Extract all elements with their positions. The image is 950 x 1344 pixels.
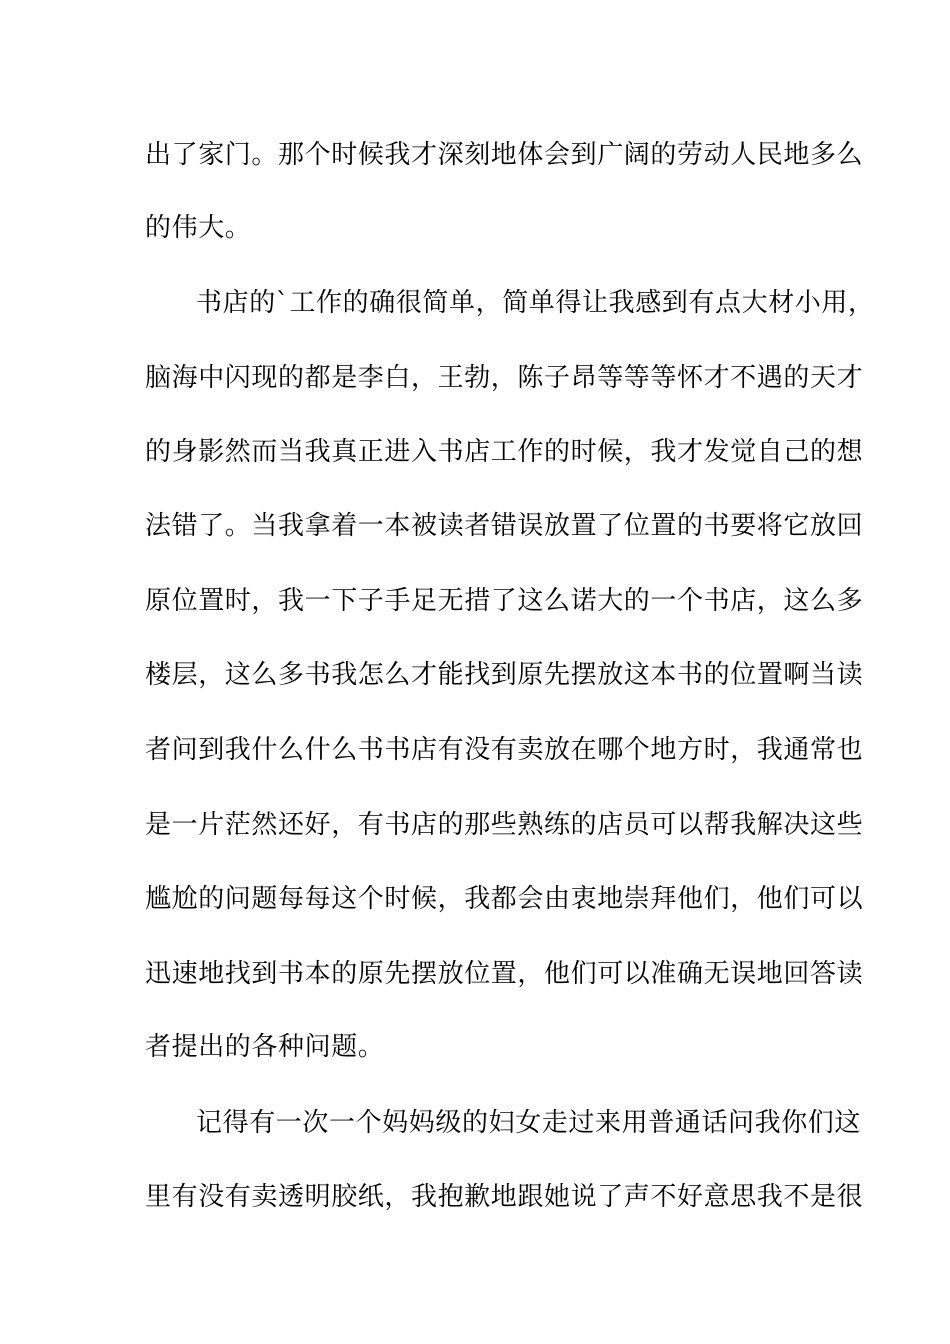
text-line: 尴尬的问题每每这个时候，我都会由衷地崇拜他们，他们可以 <box>145 884 864 914</box>
text-line: 是一片茫然还好，有书店的那些熟练的店员可以帮我解决这些 <box>145 810 864 840</box>
paragraph-first-line: 记得有一次一个妈妈级的妇女走过来用普通话问我你们这 <box>196 1108 862 1138</box>
text-line: 迅速地找到书本的原先摆放位置，他们可以准确无误地回答读 <box>145 959 864 989</box>
text-line: 者提出的各种问题。 <box>145 1032 385 1062</box>
text-line: 法错了。当我拿着一本被读者错误放置了位置的书要将它放回 <box>145 511 864 541</box>
text-line: 者问到我什么什么书书店有没有卖放在哪个地方时，我通常也 <box>145 735 864 765</box>
text-line: 楼层，这么多书我怎么才能找到原先摆放这本书的位置啊当读 <box>145 660 864 690</box>
paragraph-first-line: 书店的`工作的确很简单，简单得让我感到有点大材小用， <box>196 288 875 318</box>
text-line: 的伟大。 <box>145 213 252 243</box>
text-line: 出了家门。那个时候我才深刻地体会到广阔的劳动人民地多么 <box>145 140 864 170</box>
text-line: 脑海中闪现的都是李白，王勃，陈子昂等等等怀才不遇的天才 <box>145 363 864 393</box>
text-line: 的身影然而当我真正进入书店工作的时候，我才发觉自己的想 <box>145 437 864 467</box>
text-line: 原位置时，我一下子手足无措了这么诺大的一个书店，这么多 <box>145 586 864 616</box>
text-line: 里有没有卖透明胶纸，我抱歉地跟她说了声不好意思我不是很 <box>145 1182 864 1212</box>
